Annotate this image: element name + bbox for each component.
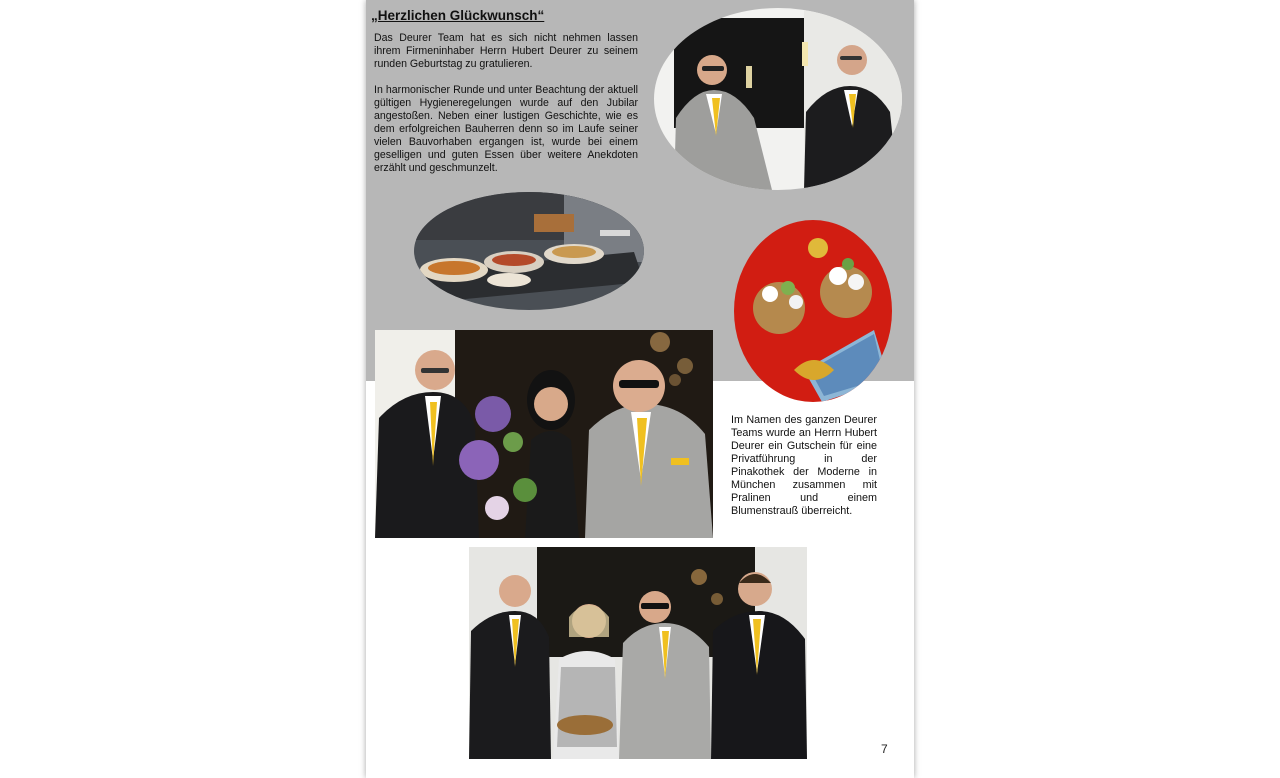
intro-paragraph-1: Das Deurer Team hat es sich nicht nehmen lassen ihrem Firmeninhaber Herrn Hubert Deurer zu seinem runden Geburtstag zu gratulieren. [374, 32, 638, 70]
gifts-photo [734, 220, 892, 402]
intro-paragraph-2: In harmonischer Runde und unter Beachtung der aktuell gültigen Hygieneregelungen wurde auf den Jubilar angestoßen. Neben einer lustigen Geschichte, wie es dem erfolgreichen Bauherren denn so im Laufe seiner vielen Bauvorhaben ergangen ist, wurde bei einem geselligen und guten Essen über weitere Anekdoten erzählt und geschmunzelt. [374, 84, 638, 174]
flowers-group-photo [375, 330, 713, 538]
page-number: 7 [881, 742, 888, 756]
intro-text [374, 32, 638, 188]
buffet-photo [414, 192, 644, 310]
thumbs-up-group-photo [469, 547, 807, 759]
article-title: „Herzlichen Glückwunsch“ [371, 8, 545, 23]
gift-description: Im Namen des ganzen Deurer Teams wurde an Herrn Hubert Deurer ein Gutschein für eine Privatführung in der Pinakothek der Moderne in München zusammen mit Pralinen und einem Blumenstrauß überreicht. [731, 414, 877, 517]
toast-photo [654, 8, 902, 190]
document-page [366, 0, 914, 778]
